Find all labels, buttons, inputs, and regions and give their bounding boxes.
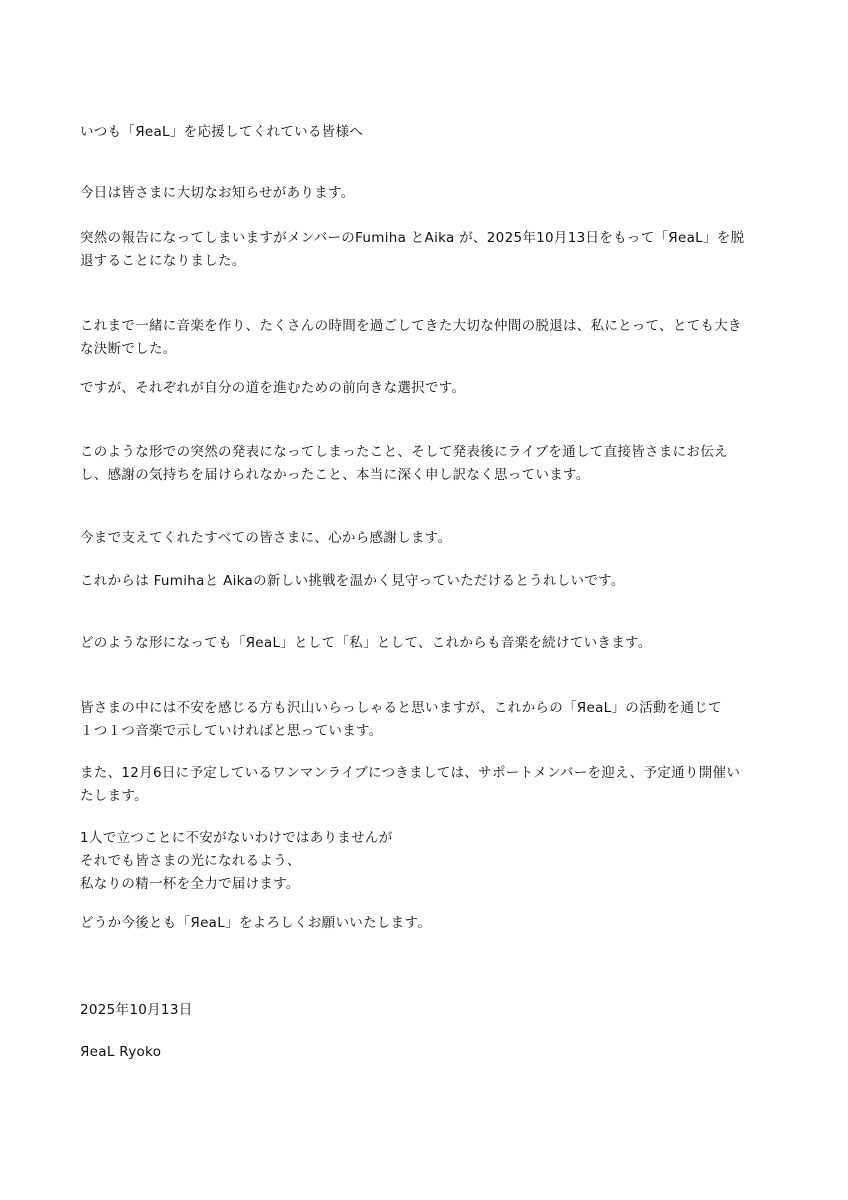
paragraph-departure-line-2: 退することになりました。 — [80, 253, 246, 269]
letter-date: 2025年10月13日 — [80, 1002, 193, 1018]
paragraph-live-line-1: また、12月6日に予定しているワンマンライブにつきましては、サポートメンバーを迎え、予定通り開催い — [80, 765, 741, 781]
paragraph-activities-line-1: 皆さまの中には不安を感じる方も沢山いらっしゃると思いますが、これからの「ЯeaL」の活動を通じて — [80, 700, 722, 716]
paragraph-announcement: 今日は皆さまに大切なお知らせがあります。 — [80, 185, 355, 201]
paragraph-departure-line-1: 突然の報告になってしまいますがメンバーのFumiha とAika が、2025年10月13日をもって「ЯeaL」を脱 — [80, 230, 745, 246]
paragraph-live-line-2: たします。 — [80, 788, 148, 804]
paragraph-continue-music: どのような形になっても「ЯeaL」として「私」として、これからも音楽を続けていきます。 — [80, 635, 652, 651]
paragraph-apology-line-1: このような形での突然の発表になってしまったこと、そして発表後にライブを通して直接皆さまにお伝え — [80, 444, 728, 460]
paragraph-resolve-line-2: それでも皆さまの光になれるよう、 — [80, 853, 301, 869]
paragraph-closing: どうか今後とも「ЯeaL」をよろしくお願いいたします。 — [80, 915, 431, 931]
paragraph-resolve-line-3: 私なりの精一杯を全力で届けます。 — [80, 876, 300, 892]
paragraph-resolve-line-1: 1人で立つことに不安がないわけではありませんが — [80, 830, 393, 846]
paragraph-decision-line-1: これまで一緒に音楽を作り、たくさんの時間を過ごしてきた大切な仲間の脱退は、私にとって、とても大き — [80, 318, 742, 334]
paragraph-apology-line-2: し、感謝の気持ちを届けられなかったこと、本当に深く申し訳なく思っています。 — [80, 467, 590, 483]
paragraph-positive-choice: ですが、それぞれが自分の道を進むための前向きな選択です。 — [80, 380, 466, 396]
paragraph-support-request: これからは Fumihaと Aikaの新しい挑戦を温かく見守っていただけるとうれしいです。 — [80, 573, 625, 589]
greeting: いつも「ЯeaL」を応援してくれている皆様へ — [80, 124, 364, 140]
paragraph-activities-line-2: １つ１つ音楽で示していければと思っています。 — [80, 723, 383, 739]
letter-signature: ЯeaL Ryoko — [80, 1044, 162, 1060]
paragraph-gratitude: 今まで支えてくれたすべての皆さまに、心から感謝します。 — [80, 530, 452, 546]
paragraph-decision-line-2: な決断でした。 — [80, 341, 177, 357]
